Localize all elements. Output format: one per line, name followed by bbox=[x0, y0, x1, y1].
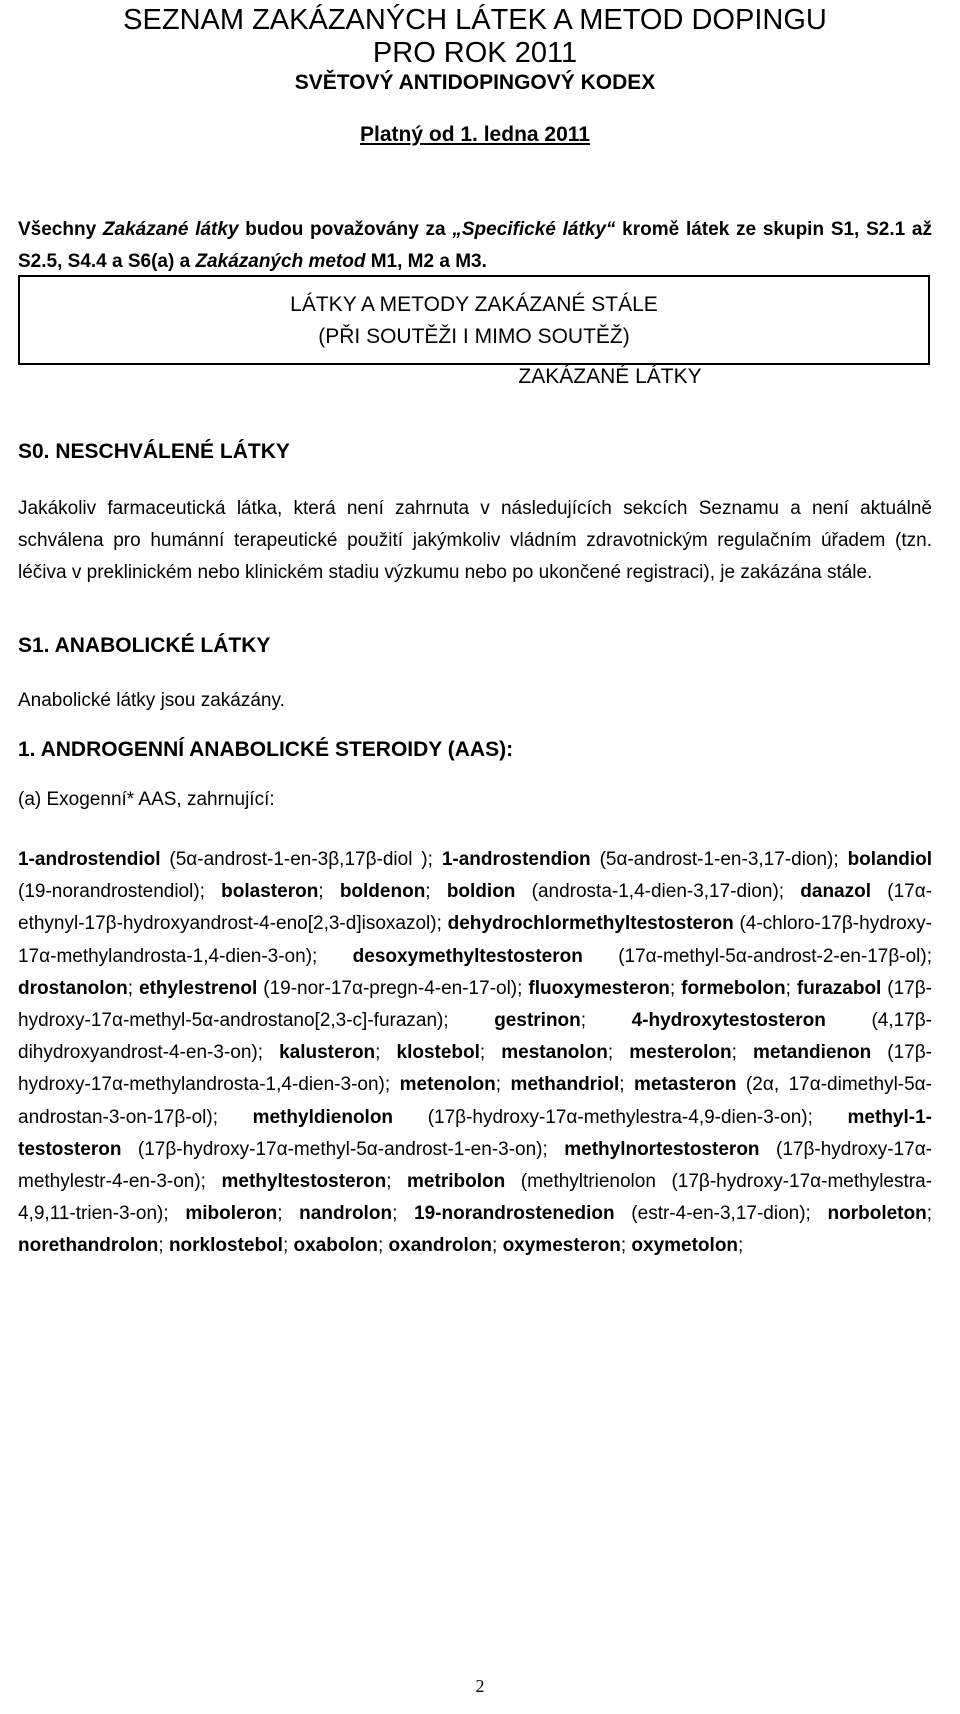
substance-description: (4-chloro-17β-hydroxy-17α-methylandrosta-1,4-dien-3-on); bbox=[18, 913, 932, 967]
substance-list bbox=[18, 844, 932, 1263]
intro-text-1: Všechny bbox=[18, 219, 103, 240]
substance-description: ; bbox=[479, 1042, 502, 1064]
section-heading: ZAKÁZANÉ LÁTKY bbox=[518, 365, 702, 388]
substance-name: metandienon bbox=[753, 1042, 872, 1064]
page-number: 2 bbox=[475, 1676, 485, 1696]
substance-name: klostebol bbox=[396, 1042, 480, 1064]
substance-description: ; bbox=[738, 1235, 744, 1257]
substance-name: methyltestosteron bbox=[221, 1171, 387, 1193]
substance-name: boldenon bbox=[339, 881, 426, 903]
substance-name: 19-norandrostenedion bbox=[414, 1203, 615, 1225]
substance-name: metribolon bbox=[407, 1171, 506, 1193]
substance-description: (17β-hydroxy-17α-methylestr-4-en-3-on); bbox=[18, 1138, 933, 1193]
substance-description: (19-norandrostendiol); bbox=[18, 881, 222, 903]
s1-heading: S1. ANABOLICKÉ LÁTKY bbox=[18, 634, 271, 657]
substance-description: ; bbox=[607, 1042, 630, 1064]
substance-description: ; bbox=[375, 1042, 397, 1064]
s1-subheading: 1. ANDROGENNÍ ANABOLICKÉ STEROIDY (AAS): bbox=[18, 738, 514, 761]
document-title-line2: PRO ROK 2011 bbox=[372, 37, 578, 69]
substance-name: fluoxymesteron bbox=[528, 977, 670, 999]
substance-name: kalusteron bbox=[279, 1042, 376, 1064]
s1-text: Anabolické látky jsou zakázány. bbox=[18, 690, 285, 711]
intro-text-7: M1, M2 a M3. bbox=[365, 251, 487, 272]
substance-name: metenolon bbox=[399, 1074, 496, 1096]
substance-name: nandrolon bbox=[299, 1203, 393, 1225]
substance-name: gestrinon bbox=[494, 1010, 581, 1032]
substance-name: methylnortestosteron bbox=[564, 1138, 760, 1160]
substance-description: ; bbox=[282, 1235, 294, 1257]
substance-name: danazol bbox=[800, 881, 872, 903]
substance-description: ; bbox=[425, 881, 447, 903]
substance-name: oxabolon bbox=[293, 1235, 378, 1257]
substance-name: 1-androstendiol bbox=[18, 849, 161, 870]
substance-description: (17β-hydroxy-17α-methyl-5α-androstano[2,3-c]-furazan); bbox=[18, 977, 933, 1032]
substance-description: (estr-4-en-3,17-dion); bbox=[614, 1203, 828, 1225]
document-title-line1: SEZNAM ZAKÁZANÝCH LÁTEK A METOD DOPINGU bbox=[123, 4, 827, 36]
always-prohibited-box bbox=[18, 275, 930, 365]
substance-description: ; bbox=[377, 1235, 389, 1257]
substance-description: ; bbox=[785, 977, 797, 999]
valid-from-text: Platný od 1. ledna 2011 bbox=[360, 123, 590, 146]
substance-description: ; bbox=[620, 1235, 632, 1257]
substance-name: norklostebol bbox=[168, 1235, 283, 1257]
substance-description: (17β-hydroxy-17α-methyl-5α-androst-1-en-3-on); bbox=[121, 1138, 565, 1160]
intro-text-6: Zakázaných metod bbox=[195, 251, 366, 272]
intro-text-3: budou považovány za bbox=[238, 219, 453, 240]
intro-paragraph bbox=[18, 214, 932, 278]
substance-description: ; bbox=[392, 1203, 415, 1225]
substance-name: furazabol bbox=[796, 977, 882, 999]
document-subtitle: SVĚTOVÝ ANTIDOPINGOVÝ KODEX bbox=[294, 71, 656, 94]
substance-description: ; bbox=[669, 977, 682, 999]
substance-name: 1-androstendion bbox=[441, 849, 591, 870]
substance-name: oxymetolon bbox=[631, 1235, 739, 1257]
substance-description: ; bbox=[619, 1074, 635, 1096]
substance-description: ; bbox=[158, 1235, 169, 1257]
substance-description: ; bbox=[495, 1074, 511, 1096]
substance-name: boldion bbox=[446, 881, 516, 903]
substance-name: 4-hydroxytestosteron bbox=[631, 1010, 826, 1032]
substance-name: ethylestrenol bbox=[139, 977, 258, 999]
valid-from bbox=[18, 123, 932, 147]
substance-description: ; bbox=[318, 881, 340, 903]
substance-description: (17α-methyl-5α-androst-2-en-17β-ol); bbox=[582, 945, 933, 967]
intro-text-4: „Specifické látky“ bbox=[452, 219, 616, 240]
substance-description: ; bbox=[492, 1235, 503, 1257]
substance-description: (5α-androst-1-en-3β,17β-diol ); bbox=[160, 849, 442, 870]
substance-name: oxymesteron bbox=[502, 1235, 621, 1257]
substance-name: methandriol bbox=[510, 1074, 620, 1096]
substance-name: oxandrolon bbox=[388, 1235, 492, 1257]
substance-name: dehydrochlormethyltestosteron bbox=[447, 913, 734, 935]
substance-name: norethandrolon bbox=[18, 1235, 159, 1257]
substance-name: mesterolon bbox=[629, 1042, 732, 1064]
substance-name: methyl-1-testosteron bbox=[18, 1106, 932, 1160]
substance-description: (2α, 17α-dimethyl-5α-androstan-3-on-17β-ol); bbox=[18, 1074, 932, 1128]
substance-description: (19-nor-17α-pregn-4-en-17-ol); bbox=[257, 977, 529, 999]
s1-sub-a: (a) Exogenní* AAS, zahrnující: bbox=[18, 789, 275, 810]
substance-name: mestanolon bbox=[501, 1042, 608, 1064]
s0-heading: S0. NESCHVÁLENÉ LÁTKY bbox=[18, 440, 290, 463]
substance-description: (17β-hydroxy-17α-methylandrosta-1,4-dien-3-on); bbox=[18, 1042, 933, 1096]
intro-text-5: kromě látek ze skupin S1, S2.1 až S2.5, S4.4 a S6(a) a bbox=[18, 219, 932, 272]
intro-text-2: Zakázané látky bbox=[102, 219, 239, 240]
substance-name: metasteron bbox=[634, 1074, 737, 1096]
s0-text: Jakákoliv farmaceutická látka, která není zahrnuta v následujících sekcích Seznamu a není aktuálně schválena pro humánní terapeutické použití jakýmkoliv vládním zdravotnickým regulačním úřadem (tzn. léčiva v preklinickém nebo klinickém stadiu výzkumu nebo po ukončené registraci), je zakázána stále. bbox=[18, 498, 932, 583]
substance-description: ; bbox=[127, 977, 140, 999]
substance-name: drostanolon bbox=[18, 977, 128, 999]
substance-description: ; bbox=[277, 1203, 300, 1225]
substance-description: (17α-ethynyl-17β-hydroxyandrost-4-eno[2,3-d]isoxazol); bbox=[18, 881, 933, 935]
substance-description: ; bbox=[580, 1010, 632, 1032]
substance-name: bolandiol bbox=[847, 849, 933, 870]
substance-description: (4,17β-dihydroxyandrost-4-en-3-on); bbox=[18, 1010, 933, 1064]
substance-name: miboleron bbox=[185, 1203, 278, 1225]
substance-description: (17β-hydroxy-17α-methylestra-4,9-dien-3-on); bbox=[393, 1106, 848, 1128]
substance-description: (androsta-1,4-dien-3,17-dion); bbox=[515, 881, 801, 903]
substance-description: (5α-androst-1-en-3,17-dion); bbox=[590, 849, 848, 870]
substance-name: formebolon bbox=[681, 977, 786, 999]
substance-description: ; bbox=[386, 1171, 408, 1193]
substance-description: ; bbox=[731, 1042, 753, 1064]
box-line2: (PŘI SOUTĚŽI I MIMO SOUTĚŽ) bbox=[318, 325, 630, 348]
box-line1: LÁTKY A METODY ZAKÁZANÉ STÁLE bbox=[290, 293, 658, 316]
substance-description: (methyltrienolon (17β-hydroxy-17α-methylestra-4,9,11-trien-3-on); bbox=[18, 1171, 932, 1225]
substance-name: norboleton bbox=[827, 1203, 927, 1225]
substance-name: bolasteron bbox=[221, 881, 319, 903]
substance-name: desoxymethyltestosteron bbox=[352, 945, 583, 967]
substance-description: ; bbox=[926, 1203, 932, 1225]
substance-name: methyldienolon bbox=[252, 1106, 394, 1128]
